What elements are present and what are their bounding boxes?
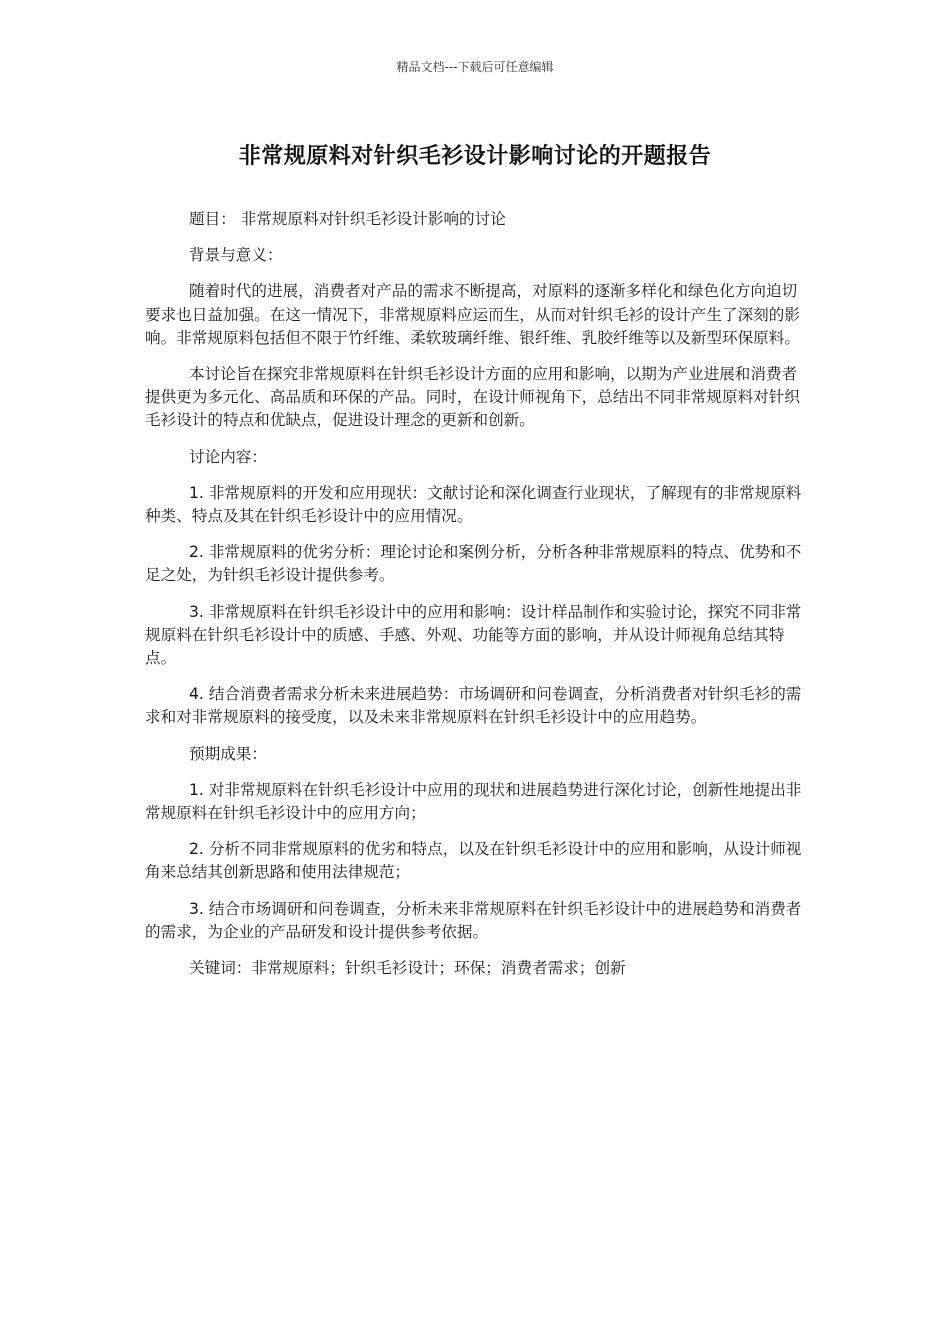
content-item-3: 3. 非常规原料在针织毛衫设计中的应用和影响：设计样品制作和实验讨论，探究不同非常规原料在针织毛衫设计中的质感、手感、外观、功能等方面的影响，并从设计师视角总结其特点。 <box>145 602 802 668</box>
content-item-1: 1. 非常规原料的开发和应用现状：文献讨论和深化调查行业现状，了解现有的非常规原料种类、特点及其在针织毛衫设计中的应用情况。 <box>145 483 802 526</box>
document-title: 非常规原料对针织毛衫设计影响讨论的开题报告 <box>238 144 712 169</box>
content-item-4: 4. 结合消费者需求分析未来进展趋势：市场调研和问卷调查，分析消费者对针织毛衫的需求和对非常规原料的接受度，以及未来非常规原料在针织毛衫设计中的应用趋势。 <box>145 685 802 727</box>
topic-line: 题目： 非常规原料对针织毛衫设计影响的讨论 <box>189 210 506 228</box>
results-heading: 预期成果： <box>189 744 267 763</box>
document-body <box>145 208 807 993</box>
background-heading: 背景与意义： <box>189 246 283 265</box>
results-item-1: 1. 对非常规原料在针织毛衫设计中应用的现状和进展趋势进行深化讨论，创新性地提出非常规原料在针织毛衫设计中的应用方向； <box>145 780 802 823</box>
background-paragraph-1: 随着时代的进展，消费者对产品的需求不断提高，对原料的逐渐多样化和绿色化方向迫切要求也日益加强。在这一情况下，非常规原料应运而生，从而对针织毛衫的设计产生了深刻的影响。非常规原料包括但不限于竹纤维、柔软玻璃纤维、银纤维、乳胶纤维等以及新型环保原料。 <box>145 282 800 347</box>
header-note: 精品文档---下载后可任意编辑 <box>396 60 554 74</box>
content-heading: 讨论内容： <box>189 447 267 466</box>
background-paragraph-2: 本讨论旨在探究非常规原料在针织毛衫设计方面的应用和影响，以期为产业进展和消费者提供更为多元化、高品质和环保的产品。同时，在设计师视角下，总结出不同非常规原料对针织毛衫设计的特点和优缺点，促进设计理念的更新和创新。 <box>145 365 800 430</box>
results-item-3: 3. 结合市场调研和问卷调查，分析未来非常规原料在针织毛衫设计中的进展趋势和消费者的需求，为企业的产品研发和设计提供参考依据。 <box>145 899 802 941</box>
content-item-2: 2. 非常规原料的优劣分析：理论讨论和案例分析，分析各种非常规原料的特点、优势和不足之处，为针织毛衫设计提供参考。 <box>145 543 802 585</box>
results-item-2: 2. 分析不同非常规原料的优劣和特点，以及在针织毛衫设计中的应用和影响，从设计师视角来总结其创新思路和使用法律规范； <box>145 840 802 882</box>
keywords-line: 关键词：非常规原料；针织毛衫设计；环保；消费者需求；创新 <box>189 959 626 978</box>
